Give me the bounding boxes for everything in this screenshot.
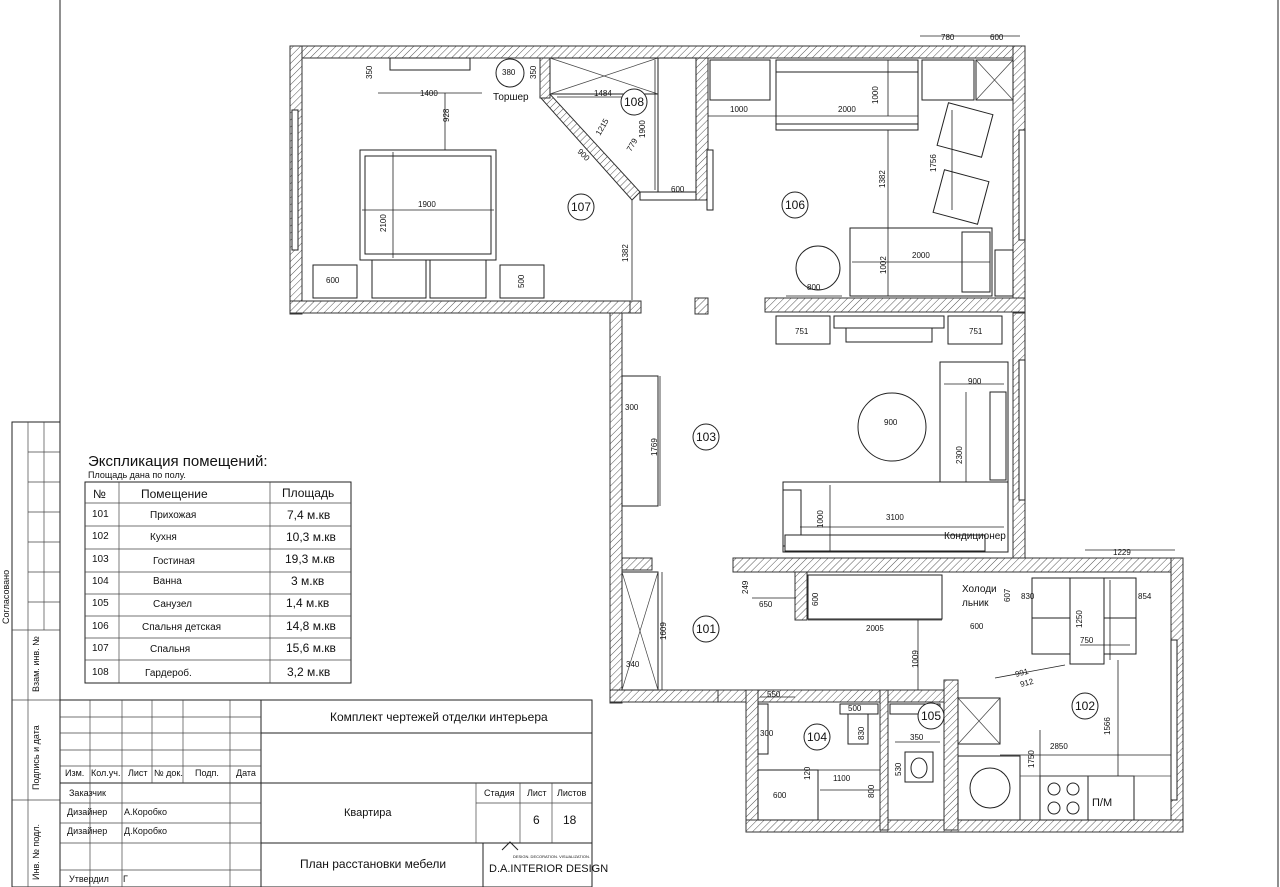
row-room: Прихожая	[150, 510, 197, 521]
designer-label-1: Дизайнер	[67, 807, 108, 817]
dim-text: 1000	[730, 105, 748, 114]
row-area: 14,8 м.кв	[286, 619, 336, 633]
row-no: 102	[92, 531, 109, 542]
title-project: Комплект чертежей отделки интерьера	[330, 710, 548, 724]
dim-text: 1769	[650, 438, 659, 456]
coffee-table	[858, 393, 926, 461]
row-room: Кухня	[150, 532, 177, 543]
dim-text: 380	[502, 68, 516, 77]
tv-stand	[834, 316, 944, 328]
header-date: Дата	[236, 768, 256, 778]
header-kol: Кол.уч.	[91, 768, 121, 778]
dim-text: 350	[365, 65, 374, 79]
dim-text: 928	[442, 108, 451, 122]
dim-text: 1382	[878, 170, 887, 188]
side-stamp-inv: Инв. № подл.	[31, 823, 41, 880]
dim-text: 350	[529, 65, 538, 79]
dim-text: 2005	[866, 624, 884, 633]
dim-text: 779	[624, 136, 640, 153]
row-area: 1,4 м.кв	[286, 596, 330, 610]
dimension-texts	[326, 33, 1152, 800]
row-no: 101	[92, 509, 109, 520]
row-area: 3 м.кв	[291, 574, 325, 588]
header-podp: Подп.	[195, 768, 219, 778]
title-block	[60, 700, 608, 887]
row-no: 105	[92, 598, 109, 609]
logo-text: D.A.INTERIOR DESIGN	[489, 863, 609, 875]
dim-text: 1229	[1113, 548, 1131, 557]
dim-text: 530	[894, 762, 903, 776]
room-marker-102: 102	[1074, 699, 1096, 713]
explication-col-room: Помещение	[141, 487, 208, 501]
dim-text: 1009	[911, 650, 920, 668]
object-name: Квартира	[344, 807, 392, 819]
room-marker-103: 103	[695, 430, 717, 444]
dim-text: 800	[807, 283, 821, 292]
room-marker-106: 106	[784, 198, 806, 212]
dim-text: 900	[575, 147, 592, 163]
header-list: Лист	[128, 768, 148, 778]
sheets-total: 18	[563, 813, 577, 827]
dim-text: 1400	[420, 89, 438, 98]
dim-text: 600	[970, 622, 984, 631]
dim-text: 600	[990, 33, 1004, 42]
hob	[1040, 776, 1088, 820]
side-stamp-soglasovano: Согласовано	[1, 569, 11, 624]
dim-text: 650	[759, 600, 773, 609]
room-marker-107: 107	[570, 200, 592, 214]
side-stamp	[1, 570, 41, 880]
dim-text: 912	[1019, 676, 1035, 689]
dim-text: 800	[867, 784, 876, 798]
wardrobe-corridor	[808, 575, 942, 619]
room-marker-108: 108	[623, 95, 645, 109]
dim-text: 1484	[594, 89, 612, 98]
label-pm: П/М	[1092, 797, 1113, 809]
dim-text: 1000	[816, 510, 825, 528]
utverdil-mark: Г	[123, 874, 128, 884]
dim-text: 600	[326, 276, 340, 285]
row-room: Ванна	[153, 576, 182, 587]
dim-text: 2100	[379, 214, 388, 232]
dim-text: 2300	[955, 446, 964, 464]
header-sheet: Лист	[527, 788, 547, 798]
dim-text: 1382	[621, 244, 630, 262]
explication-col-no: №	[93, 487, 106, 501]
dim-text: 249	[741, 580, 750, 594]
dim-text: 1002	[879, 256, 888, 274]
row-room: Гостиная	[153, 556, 195, 567]
dim-text: 1756	[929, 154, 938, 172]
dim-text: 751	[795, 327, 809, 336]
dim-text: 830	[857, 726, 866, 740]
dim-text: 1000	[871, 86, 880, 104]
dim-text: 300	[760, 729, 774, 738]
label-torsher: Торшер	[493, 92, 529, 103]
row-no: 108	[92, 667, 109, 678]
tv-unit-107	[390, 58, 470, 70]
dim-text: 2000	[912, 251, 930, 260]
dim-text: 1566	[1103, 717, 1112, 735]
row-room: Гардероб.	[145, 668, 192, 679]
row-room: Санузел	[153, 599, 192, 610]
designer-name-1: А.Коробко	[124, 807, 167, 817]
header-stage: Стадия	[484, 788, 515, 798]
dim-text: 600	[671, 185, 685, 194]
dim-text: 1250	[1075, 610, 1084, 628]
row-area: 7,4 м.кв	[287, 508, 331, 522]
side-stamp-vzam: Взам. инв. №	[31, 636, 41, 692]
room-marker-105: 105	[920, 709, 942, 723]
dim-text: 500	[848, 704, 862, 713]
dim-text: 2000	[838, 105, 856, 114]
row-room: Спальня	[150, 644, 191, 655]
room-marker-101: 101	[695, 622, 717, 636]
dim-text: 1215	[593, 117, 611, 137]
logo-tagline: DESIGN. DECORATION. VISUALIZATION.	[513, 854, 590, 859]
row-area: 3,2 м.кв	[287, 665, 331, 679]
row-area: 10,3 м.кв	[286, 530, 336, 544]
explication-title: Экспликация помещений:	[88, 453, 268, 470]
company-logo	[484, 842, 608, 886]
dim-text: 1609	[659, 622, 668, 640]
dimension-lines	[362, 36, 1175, 790]
dim-text: 1750	[1027, 750, 1036, 768]
dim-text: 1100	[833, 774, 851, 783]
header-izm: Изм.	[65, 768, 85, 778]
header-doc: № док.	[154, 768, 183, 778]
designer-name-2: Д.Коробко	[124, 826, 168, 836]
sheet-number: 6	[533, 813, 540, 827]
row-no: 104	[92, 576, 109, 587]
label-fridge-2: льник	[962, 598, 989, 609]
furniture	[313, 58, 1171, 820]
sheet-title: План расстановки мебели	[300, 857, 447, 871]
header-sheets: Листов	[557, 788, 587, 798]
dim-text: 340	[626, 660, 640, 669]
zakazchik-label: Заказчик	[69, 788, 106, 798]
row-room: Спальня детская	[142, 622, 222, 633]
explication-subtitle: Площадь дана по полу.	[88, 470, 186, 480]
row-no: 106	[92, 621, 109, 632]
dim-text: 854	[1138, 592, 1152, 601]
dim-text: 600	[773, 791, 787, 800]
dim-text: 500	[517, 274, 526, 288]
designer-label-2: Дизайнер	[67, 826, 108, 836]
dim-text: 900	[968, 377, 982, 386]
room-marker-104: 104	[806, 730, 828, 744]
dim-text: 991	[1014, 666, 1030, 679]
explication-col-area: Площадь	[282, 486, 335, 500]
row-no: 103	[92, 554, 109, 565]
dim-text: 607	[1003, 588, 1012, 602]
dim-text: 780	[941, 33, 955, 42]
dim-text: 2850	[1050, 742, 1068, 751]
dim-text: 830	[1021, 592, 1035, 601]
dim-text: 1900	[418, 200, 436, 209]
dim-text: 750	[1080, 636, 1094, 645]
row-area: 15,6 м.кв	[286, 641, 336, 655]
dim-text: 300	[625, 403, 639, 412]
dim-text: 550	[767, 690, 781, 699]
explication-table	[85, 453, 351, 683]
side-stamp-podpis: Подпись и дата	[31, 725, 41, 790]
dim-text: 900	[884, 418, 898, 427]
dim-text: 751	[969, 327, 983, 336]
dim-text: 1900	[638, 120, 647, 138]
dim-text: 600	[811, 592, 820, 606]
label-fridge-1: Холоди	[962, 584, 997, 595]
utverdil-label: Утвердил	[69, 874, 109, 884]
dim-text: 120	[803, 766, 812, 780]
dim-text: 350	[910, 733, 924, 742]
label-conditioner: Кондиционер	[944, 531, 1006, 542]
row-area: 19,3 м.кв	[285, 552, 335, 566]
dim-text: 3100	[886, 513, 904, 522]
row-no: 107	[92, 643, 109, 654]
